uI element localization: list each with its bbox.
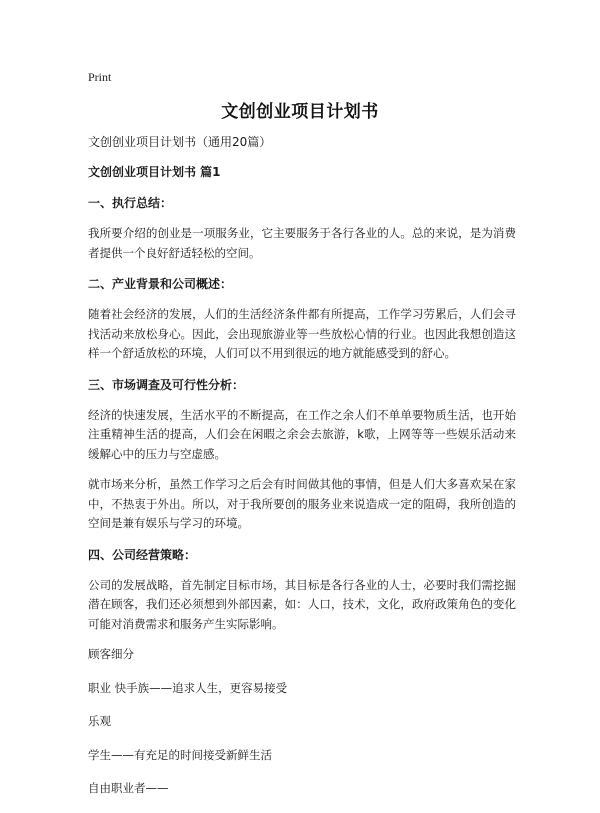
print-label: Print — [88, 70, 112, 84]
paragraph: 经济的快速发展，生活水平的不断提高，在工作之余人们不单单要物质生活，也开始注重精神生活的提高，人们会在闲暇之余会去旅游，k歌，上网等等一些娱乐活动来缓解心中的压力与空虚感。 — [88, 407, 516, 461]
list-item: 自由职业者—— — [88, 781, 169, 795]
document-body — [88, 132, 516, 813]
heading-market-research: 三、市场调查及可行性分析： — [88, 377, 245, 392]
paragraph: 公司的发展战略，首先制定目标市场，其目标是各行各业的人士，必要时我们需挖掘潜在顾客，我们还必须想到外部因素，如：人口，技术，文化，政府政策角色的变化可能对消费需求和服务产生实际影响。 — [88, 577, 516, 631]
document-subtitle: 文创创业项目计划书（通用20篇） — [88, 135, 272, 149]
list-item: 乐观 — [88, 714, 111, 728]
paragraph: 就市场来分析，虽然工作学习之后会有时间做其他的事情，但是人们大多喜欢呆在家中，不热衷于外出。所以，对于我所要创的服务业来说造成一定的阻碍，我所创造的空间是兼有娱乐与学习的环境。 — [88, 477, 516, 530]
heading-business-strategy: 四、公司经营策略： — [88, 547, 197, 562]
list-item: 顾客细分 — [88, 647, 134, 661]
heading-executive-summary: 一、执行总结： — [88, 196, 173, 210]
paragraph: 我所要介绍的创业是一项服务业，它主要服务于各行各业的人。总的来说，是为消费者提供一个良好舒适轻松的空间。 — [88, 226, 516, 260]
list-item: 学生——有充足的时间接受新鲜生活 — [88, 747, 272, 762]
document-title: 文创创业项目计划书 — [221, 102, 379, 122]
heading-industry-background: 二、产业背景和公司概述： — [88, 277, 233, 291]
list-item: 职业 快手族——追求人生，更容易接受 — [88, 680, 288, 695]
paragraph: 随着社会经济的发展，人们的生活经济条件都有所提高，工作学习劳累后，人们会寻找活动来放松身心。因此，会出现旅游业等一些放松心情的行业。也因此我想创造这样一个舒适放松的环境，人们可以不用到很远的地方就能感受到的舒心。 — [88, 307, 516, 360]
section-title: 文创创业项目计划书 篇1 — [88, 165, 221, 179]
